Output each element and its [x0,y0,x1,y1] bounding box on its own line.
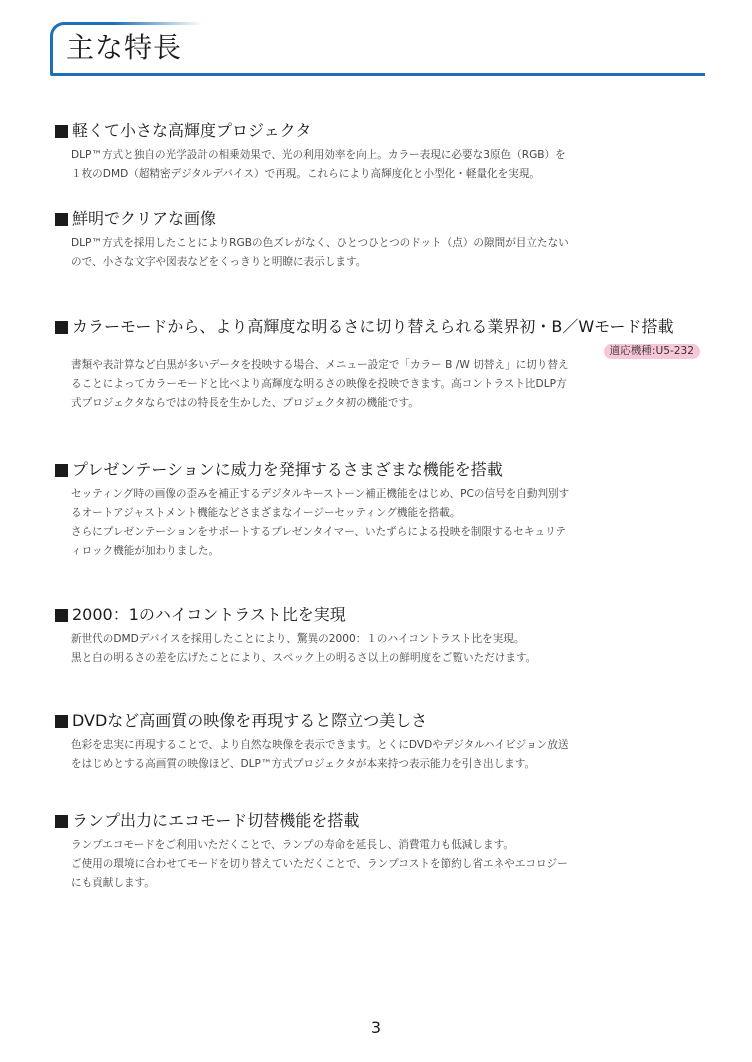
body-line: るオートアジャストメント機能などさまざまなイージーセッティング機能を搭載。 [71,507,461,519]
section-heading: プレゼンテーションに威力を発揮するさまざまな機能を搭載 [72,460,503,479]
square-bullet-icon [55,609,68,622]
body-line: DLP™方式を採用したことによりRGBの色ズレがなく、ひとつひとつのドット（点）の隙間が目立たない [71,237,569,249]
square-bullet-icon [55,464,68,477]
square-bullet-icon [55,715,68,728]
section-body [55,630,700,668]
body-line: ランプエコモードをご利用いただくことで、ランプの寿命を延長し、消費電力も低減します。 [71,839,514,851]
section-body [55,234,700,272]
body-line: さらにプレゼンテーションをサポートするプレゼンタイマー、いたずらによる投映を制限するセキュリテ [71,526,567,538]
feature-section-compact [55,120,700,184]
page-number: 3 [370,1018,382,1037]
body-line: 新世代のDMDデバイスを採用したことにより、驚異の2000：１のハイコントラスト比を実現。 [71,633,525,645]
feature-section-dvd-quality [55,710,700,774]
body-line: ご使用の環境に合わせてモードを切り替えていただくことで、ランプコストを節約し省エネやエコロジー [71,858,568,870]
body-line: ることによってカラーモードと比べより高輝度な明るさの映像を投映できます。高コントラスト比DLP方 [71,378,567,390]
section-heading: DVDなど高画質の映像を再現すると際立つ美しさ [72,711,428,730]
feature-section-presentation [55,459,700,561]
body-line: DLP™方式と独自の光学設計の相乗効果で、光の利用効率を向上。カラー表現に必要な3原色（RGB）を [71,149,566,161]
square-bullet-icon [55,125,68,138]
body-line: をはじめとする高画質の映像ほど、DLP™方式プロジェクタが本来持つ表示能力を引き出します。 [71,758,536,770]
feature-section-eco-mode [55,810,700,893]
section-heading: 軽くて小さな高輝度プロジェクタ [72,121,312,140]
square-bullet-icon [55,321,68,334]
feature-section-contrast [55,604,700,668]
body-line: ィロック機能が加わりました。 [71,545,220,557]
section-body [55,356,700,413]
square-bullet-icon [55,213,68,226]
body-line: 黒と白の明るさの差を広げたことにより、スペック上の明るさ以上の鮮明度をご覧いただけます。 [71,652,537,664]
body-line: 式プロジェクタならではの特長を生かした、プロジェクタ初の機能です。 [71,397,419,409]
section-body [55,836,700,893]
section-heading: 2000：1のハイコントラスト比を実現 [72,605,346,624]
feature-section-bw-mode [55,316,700,413]
page-header [50,22,705,76]
section-body [55,736,700,774]
square-bullet-icon [55,815,68,828]
model-badge: 適応機種:U5-232 [604,344,700,359]
body-line: 色彩を忠実に再現することで、より自然な映像を表示できます。とくにDVDやデジタルハイビジョン放送 [71,739,569,751]
body-line: にも貢献します。 [71,877,155,889]
body-line: セッティング時の画像の歪みを補正するデジタルキーストーン補正機能をはじめ、PCの信号を自動判別す [71,488,570,500]
body-line: ので、小さな文字や図表などをくっきりと明瞭に表示します。 [71,256,367,268]
body-line: 書類や表計算など白黒が多いデータを投映する場合、メニュー設定で「カラー B /W 切替え」に切り替え [71,359,569,371]
section-heading: カラーモードから、より高輝度な明るさに切り替えられる業界初・B／Wモード搭載 [72,317,674,336]
page-title: 主な特長 [66,31,183,64]
section-body [55,146,700,184]
header-underline [50,73,705,76]
body-line: １枚のDMD（超精密デジタルデバイス）で再現。これらにより高輝度化と小型化・軽量化を実現。 [71,168,541,180]
feature-section-clear-image [55,208,700,272]
section-body [55,485,700,561]
section-heading: ランプ出力にエコモード切替機能を搭載 [72,811,360,830]
section-heading: 鮮明でクリアな画像 [72,209,217,228]
